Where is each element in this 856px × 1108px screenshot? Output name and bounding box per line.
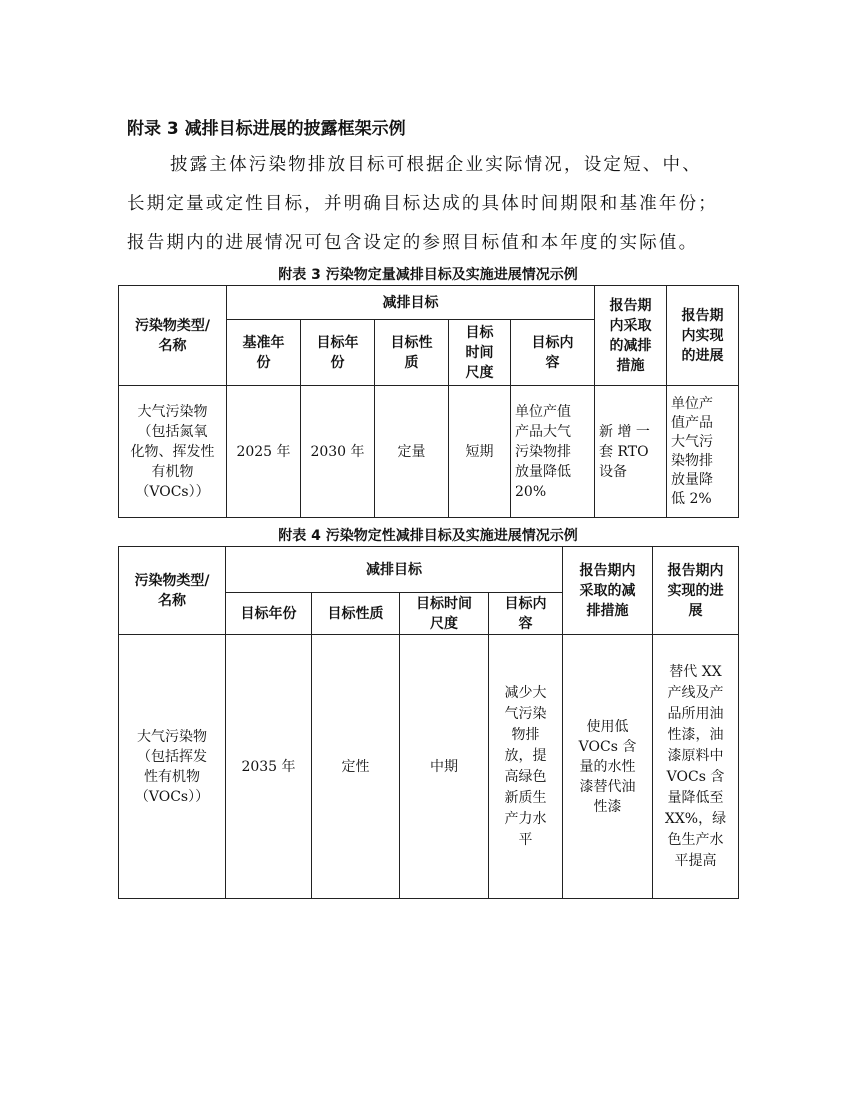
cell-line: 平提高 bbox=[674, 852, 717, 869]
table3-cell-measures bbox=[595, 386, 667, 518]
table3-header-nature bbox=[375, 320, 449, 386]
paragraph-line-1: 披露主体污染物排放目标可根据企业实际情况，设定短、中、 bbox=[170, 155, 702, 175]
cell-line: 份 bbox=[256, 354, 271, 371]
paragraph-line-2: 长期定量或定性目标，并明确目标达成的具体时间期限和基准年份； bbox=[127, 194, 718, 214]
cell-line: 化物、挥发性 bbox=[130, 443, 215, 460]
table3-cell-base-year: 2025 年 bbox=[227, 386, 301, 518]
cell-line: 展 bbox=[688, 602, 703, 619]
paragraph-line-3: 报告期内的进展情况可包含设定的参照目标值和本年度的实际值。 bbox=[127, 233, 699, 253]
cell-line: 份 bbox=[330, 354, 345, 371]
table4-cell-target-year: 2035 年 bbox=[226, 635, 312, 899]
cell-line: 措施 bbox=[616, 357, 645, 374]
cell-line: 报告期 bbox=[609, 297, 652, 314]
cell-line: 放，提 bbox=[504, 747, 547, 764]
cell-line: 采取的减 bbox=[579, 582, 636, 599]
table4-cell-timescale: 中期 bbox=[400, 635, 489, 899]
cell-line: 目标 bbox=[465, 324, 494, 341]
table3-caption: 附表 3 污染物定量减排目标及实施进展情况示例 bbox=[278, 267, 578, 283]
cell-line: 大气污染物 bbox=[137, 403, 208, 420]
table3-header-content bbox=[511, 320, 595, 386]
table4-header-type bbox=[119, 547, 226, 635]
cell-line: 套 RTO bbox=[599, 443, 649, 460]
cell-line: 染物排 bbox=[671, 452, 713, 469]
table4 bbox=[118, 546, 739, 899]
cell-line: 大气污染物 bbox=[137, 728, 207, 745]
table3-header-progress bbox=[667, 286, 739, 386]
cell-line: 单位产值 bbox=[515, 403, 571, 420]
cell-line: 质 bbox=[404, 354, 419, 371]
cell-line: （VOCs）） bbox=[134, 788, 210, 805]
table4-header-content bbox=[489, 593, 563, 635]
cell-line: 物排 bbox=[511, 726, 540, 743]
cell-line: 色生产水 bbox=[667, 831, 724, 848]
cell-line: （包括挥发 bbox=[137, 748, 207, 765]
table3-cell-timescale: 短期 bbox=[449, 386, 511, 518]
cell-line: 排措施 bbox=[586, 602, 629, 619]
table3-header-base-year bbox=[227, 320, 301, 386]
cell-line: 实现的进 bbox=[667, 582, 724, 599]
cell-line: 报告期内 bbox=[667, 562, 724, 579]
cell-line: 平 bbox=[518, 831, 533, 848]
cell-line: XX%，绿 bbox=[664, 810, 727, 827]
cell-line: 的进展 bbox=[681, 347, 724, 364]
cell-line: 新质生 bbox=[504, 789, 547, 806]
cell-line: 时间 bbox=[465, 344, 494, 361]
cell-line: 尺度 bbox=[430, 615, 458, 632]
cell-line: 内实现 bbox=[681, 327, 724, 344]
cell-line: 性有机物 bbox=[144, 768, 200, 785]
table3-header-target-year bbox=[301, 320, 375, 386]
cell-line: 报告期 bbox=[681, 307, 724, 324]
table3 bbox=[118, 285, 739, 518]
cell-line: 性漆 bbox=[593, 798, 622, 815]
cell-line: 产力水 bbox=[504, 810, 547, 827]
cell-line: 值产品 bbox=[671, 414, 713, 431]
table4-cell-content bbox=[489, 635, 563, 899]
cell-line: 目标内 bbox=[504, 595, 547, 612]
cell-line: VOCs 含 bbox=[578, 738, 637, 755]
table3-cell-content bbox=[511, 386, 595, 518]
table4-header-nature: 目标性质 bbox=[312, 593, 400, 635]
table3-cell-target-year: 2030 年 bbox=[301, 386, 375, 518]
cell-line: 放量降低 bbox=[515, 463, 571, 480]
cell-line: 设备 bbox=[599, 463, 627, 480]
cell-line: 品所用油 bbox=[667, 705, 724, 722]
cell-line: （VOCs）） bbox=[135, 483, 210, 500]
cell-line: 漆替代油 bbox=[579, 778, 636, 795]
cell-line: 污染物类型/ bbox=[134, 317, 211, 334]
table4-cell-nature: 定性 bbox=[312, 635, 400, 899]
cell-line: 有机物 bbox=[151, 463, 194, 480]
cell-line: 新 增 一 bbox=[599, 423, 650, 440]
cell-line: 高绿色 bbox=[504, 768, 547, 785]
cell-line: 目标内 bbox=[531, 334, 574, 351]
cell-line: 放量降 bbox=[671, 471, 713, 488]
table3-header-target: 减排目标 bbox=[227, 286, 595, 320]
cell-line: 容 bbox=[545, 354, 560, 371]
cell-line: 使用低 bbox=[586, 718, 629, 735]
cell-line: 减少大 bbox=[504, 684, 547, 701]
table4-cell-measures bbox=[563, 635, 653, 899]
cell-line: 产线及产 bbox=[667, 684, 724, 701]
cell-line: 内采取 bbox=[609, 317, 652, 334]
cell-line: 目标时间 bbox=[416, 595, 472, 612]
cell-line: 大气污 bbox=[671, 433, 713, 450]
cell-line: 尺度 bbox=[465, 364, 494, 381]
table4-header-timescale bbox=[400, 593, 489, 635]
cell-line: VOCs 含 bbox=[666, 768, 725, 785]
cell-line: 产品大气 bbox=[515, 423, 571, 440]
cell-line: （包括氮氧 bbox=[137, 423, 208, 440]
cell-line: 气污染 bbox=[504, 705, 547, 722]
cell-line: 名称 bbox=[158, 592, 186, 609]
table3-cell-nature: 定量 bbox=[375, 386, 449, 518]
cell-line: 目标性 bbox=[390, 334, 433, 351]
table4-header-measures bbox=[563, 547, 653, 635]
cell-line: 污染物排 bbox=[515, 443, 571, 460]
cell-line: 名称 bbox=[158, 337, 187, 354]
table4-cell-type bbox=[119, 635, 226, 899]
table4-header-target: 减排目标 bbox=[226, 547, 563, 593]
cell-line: 量降低至 bbox=[667, 789, 724, 806]
cell-line: 单位产 bbox=[671, 395, 713, 412]
table4-header-target-year: 目标年份 bbox=[226, 593, 312, 635]
cell-line: 污染物类型/ bbox=[134, 572, 210, 589]
table4-caption: 附表 4 污染物定性减排目标及实施进展情况示例 bbox=[278, 528, 578, 544]
table4-header-progress bbox=[653, 547, 739, 635]
cell-line: 低 2% bbox=[671, 490, 712, 507]
appendix-heading: 附录 3 减排目标进展的披露框架示例 bbox=[127, 119, 406, 139]
table3-header-measures bbox=[595, 286, 667, 386]
table3-cell-type bbox=[119, 386, 227, 518]
cell-line: 量的水性 bbox=[579, 758, 636, 775]
cell-line: 基准年 bbox=[242, 334, 285, 351]
cell-line: 的减排 bbox=[609, 337, 652, 354]
table3-cell-progress bbox=[667, 386, 739, 518]
cell-line: 性漆，油 bbox=[667, 726, 724, 743]
cell-line: 漆原料中 bbox=[667, 747, 724, 764]
cell-line: 报告期内 bbox=[579, 562, 636, 579]
cell-line: 目标年 bbox=[316, 334, 359, 351]
cell-line: 20% bbox=[515, 483, 547, 500]
table3-header-type bbox=[119, 286, 227, 386]
table4-cell-progress bbox=[653, 635, 739, 899]
cell-line: 容 bbox=[518, 615, 533, 632]
table3-header-timescale bbox=[449, 320, 511, 386]
cell-line: 替代 XX bbox=[669, 663, 722, 680]
